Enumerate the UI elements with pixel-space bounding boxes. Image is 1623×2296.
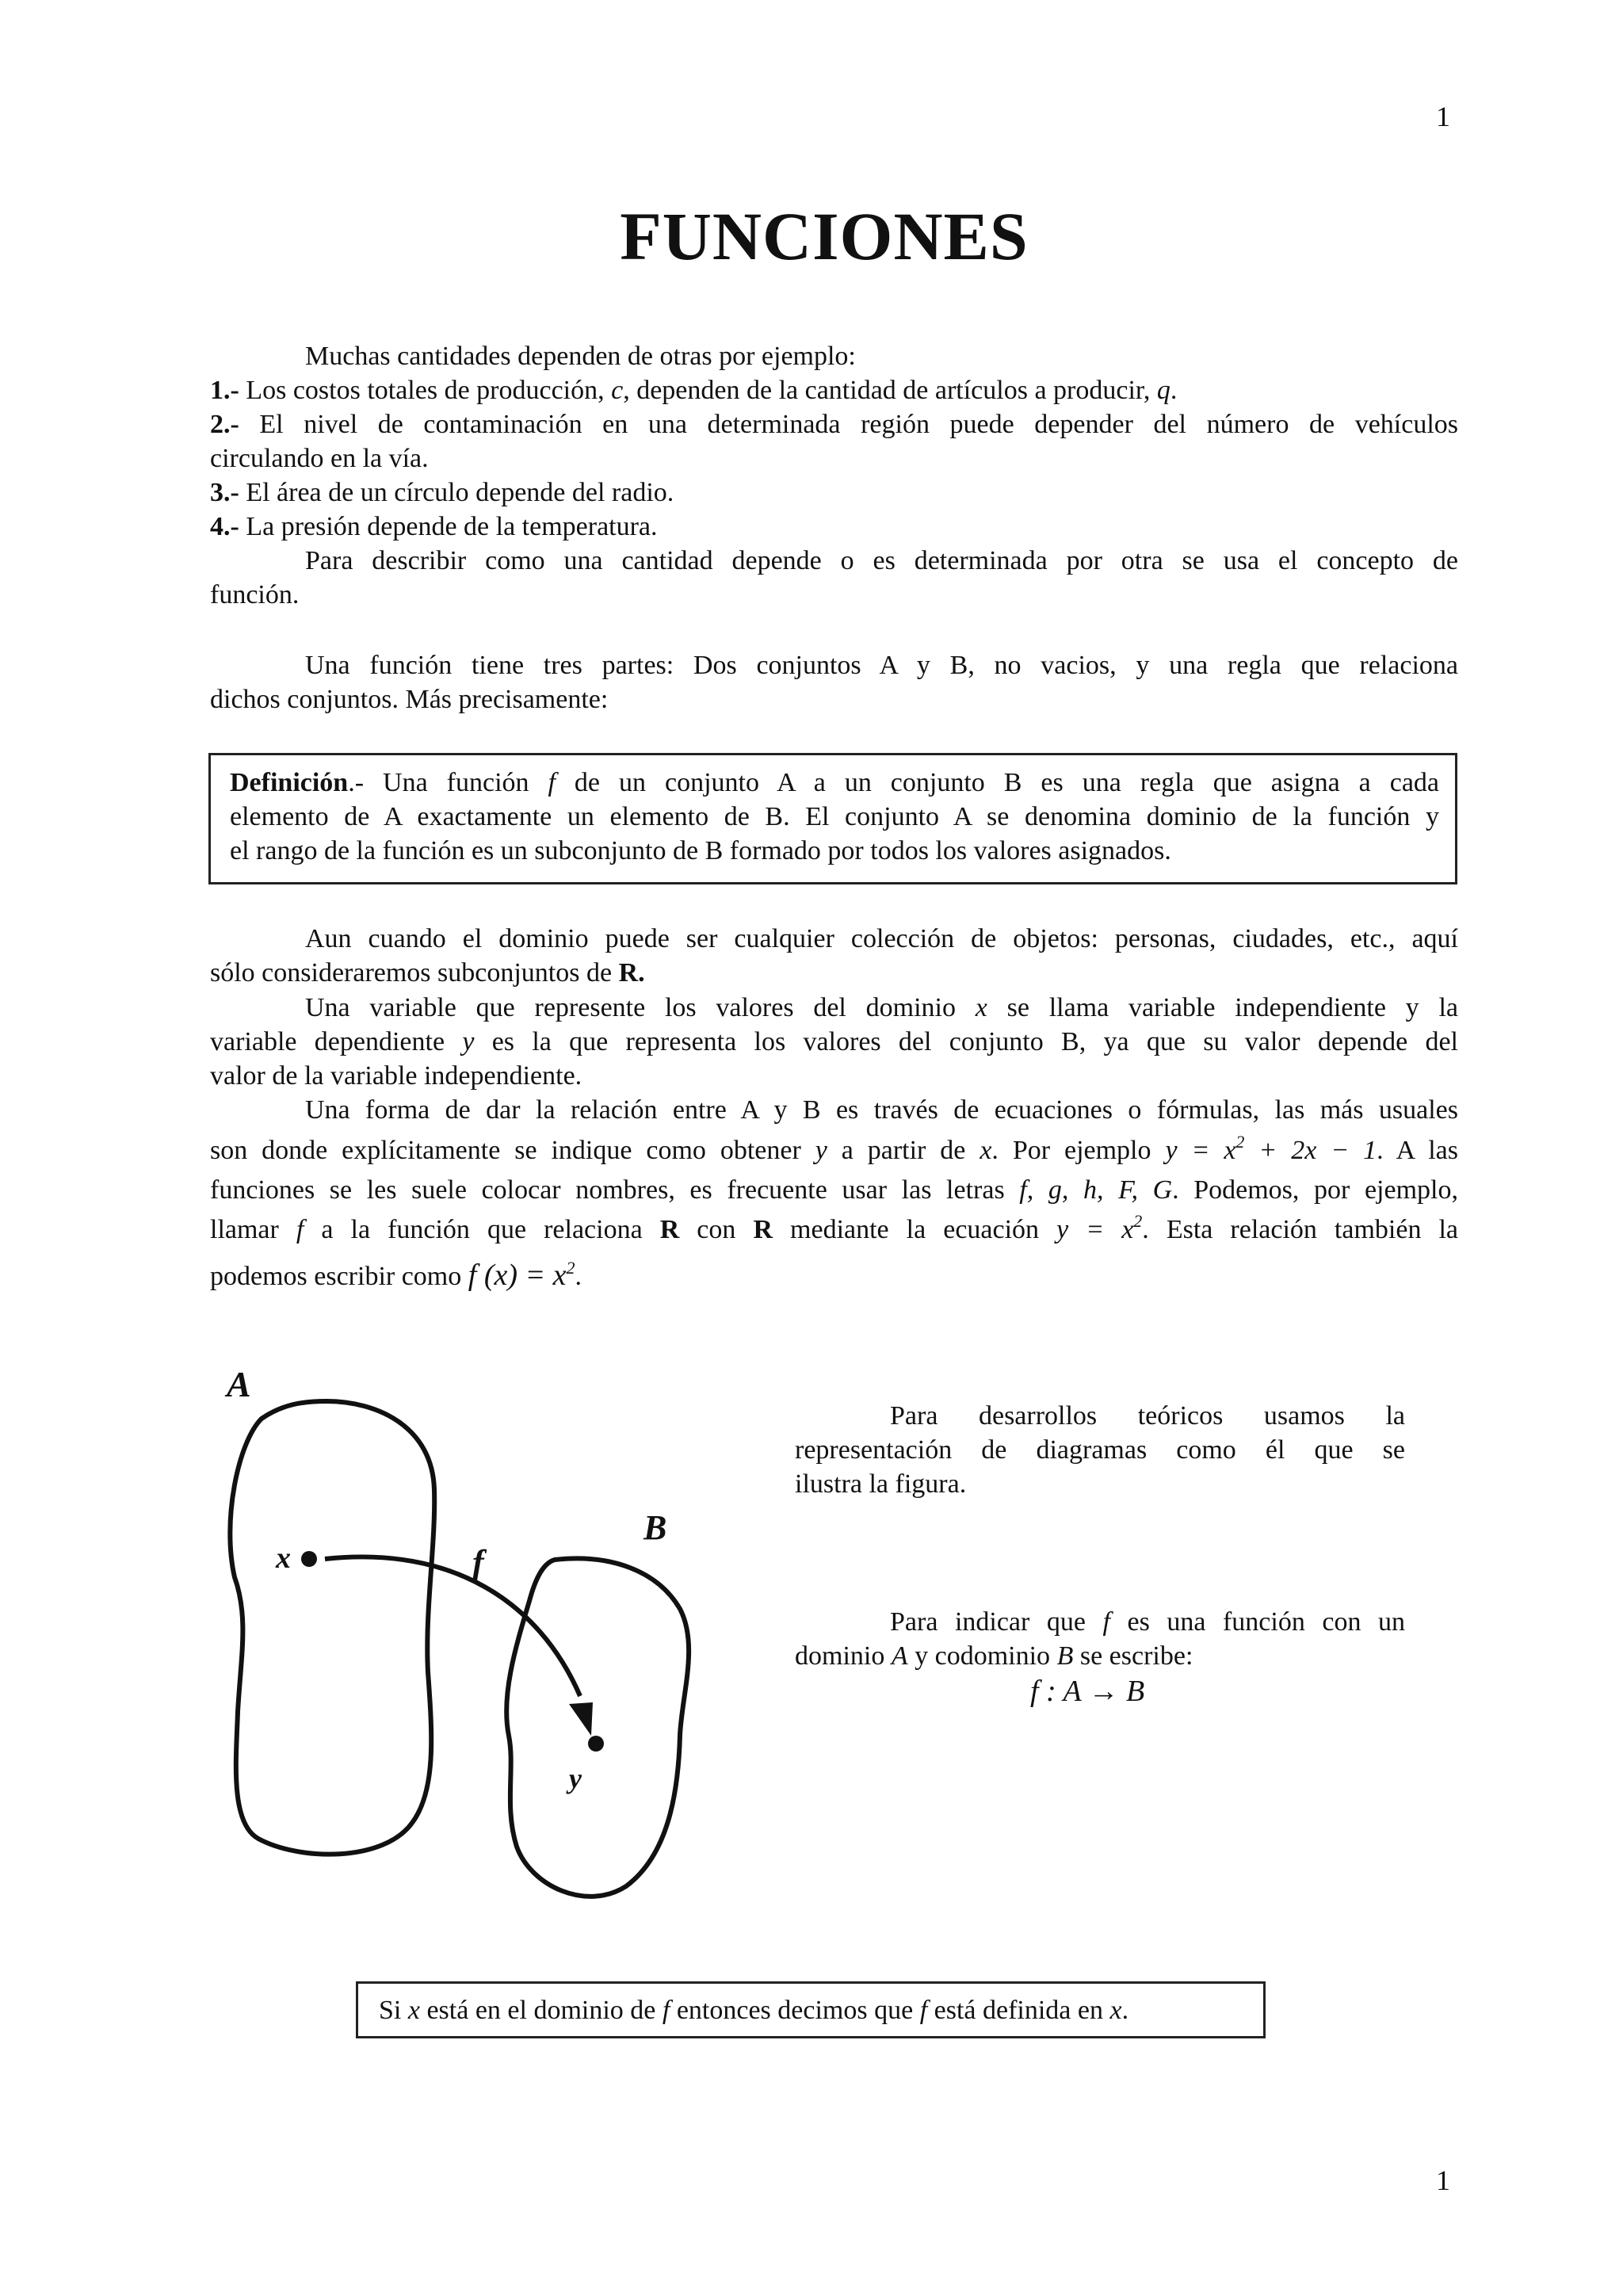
defined-at-box bbox=[356, 1981, 1266, 2038]
example-2-line-1: 2.- El nivel de contaminación en una determinada región puede depender del número de vehículos bbox=[210, 410, 1458, 439]
function-diagram bbox=[214, 1363, 769, 1918]
definition-box bbox=[208, 753, 1457, 884]
para-form-line-3: funciones se les suele colocar nombres, es frecuente usar las letras f, g, h, F, G. Podemos, por ejemplo, bbox=[210, 1175, 1458, 1205]
label-y: y bbox=[569, 1763, 582, 1794]
side-para-2-line-1: Para indicar que f es una función con un bbox=[890, 1607, 1405, 1637]
point-x bbox=[301, 1551, 317, 1567]
para-variable-line-1: Una variable que represente los valores del dominio x se llama variable independiente y la bbox=[305, 993, 1458, 1022]
side-para-2-line-2: dominio A y codominio B se escribe: bbox=[795, 1641, 1193, 1671]
label-set-a: A bbox=[227, 1364, 251, 1404]
page-number-top: 1 bbox=[1436, 101, 1450, 132]
para-form-line-5: podemos escribir como f $(x) = x^2$. bbox=[210, 1258, 582, 1292]
para-describe-line-2: función. bbox=[210, 580, 300, 609]
side-para-1-line-2: representación de diagramas como él que se bbox=[795, 1435, 1405, 1465]
label-x: x bbox=[276, 1541, 291, 1575]
equation-1: $y = x^2 + 2x - 1$ bbox=[1165, 1132, 1377, 1165]
para-domain-line-1: Aun cuando el dominio puede ser cualquier colección de objetos: personas, ciudades, etc., aquí bbox=[305, 924, 1458, 953]
side-para-1-line-3: ilustra la figura. bbox=[795, 1469, 967, 1499]
example-4: 4.- La presión depende de la temperatura. bbox=[210, 512, 658, 541]
mapping-arrow bbox=[325, 1557, 580, 1696]
para-three-parts-line-2: dichos conjuntos. Más precisamente: bbox=[210, 685, 609, 714]
para-describe-line-1: Para describir como una cantidad depende o es determinada por otra se usa el concepto de bbox=[305, 546, 1458, 575]
example-number: 4.- bbox=[210, 512, 239, 541]
para-three-parts-line-1: Una función tiene tres partes: Dos conjuntos A y B, no vacios, y una regla que relaciona bbox=[305, 651, 1458, 680]
set-a-outline bbox=[230, 1401, 434, 1855]
label-set-b: B bbox=[643, 1508, 667, 1547]
para-form-line-4: llamar f a la función que relaciona R con R mediante la ecuación $y = x^2$. Esta relación también la bbox=[210, 1211, 1459, 1244]
side-para-1-line-1: Para desarrollos teóricos usamos la bbox=[890, 1401, 1405, 1431]
defined-at-text: Si x está en el dominio de f entonces decimos que f está definida en x. bbox=[379, 1996, 1129, 2025]
definition-line-2: elemento de A exactamente un elemento de B. El conjunto A se denomina dominio de la función y bbox=[230, 802, 1439, 831]
set-b-outline bbox=[506, 1558, 689, 1896]
para-form-line-2: son donde explícitamente se indique como obtener y a partir de x. Por ejemplo $y = x^2 + 2x - 1$. A las bbox=[210, 1132, 1459, 1165]
function-notation: f : A → B bbox=[1030, 1675, 1145, 1708]
definition-line-3: el rango de la función es un subconjunto de B formado por todos los valores asignados. bbox=[230, 836, 1171, 865]
page-number-bottom: 1 bbox=[1436, 2164, 1450, 2196]
point-y bbox=[588, 1736, 604, 1752]
para-form-line-1: Una forma de dar la relación entre A y B es través de ecuaciones o fórmulas, las más usuales bbox=[305, 1095, 1458, 1125]
equation-2: $y = x^2$ bbox=[1056, 1211, 1143, 1244]
para-variable-line-3: valor de la variable independiente. bbox=[210, 1061, 582, 1091]
intro-line: Muchas cantidades dependen de otras por ejemplo: bbox=[305, 342, 856, 371]
para-domain-line-2: sólo consideraremos subconjuntos de R. bbox=[210, 958, 645, 988]
example-3: 3.- El área de un círculo depende del radio. bbox=[210, 478, 674, 507]
example-number: 1.- bbox=[210, 376, 239, 405]
definition-label: Definición bbox=[230, 768, 349, 797]
example-1: 1.- Los costos totales de producción, c, dependen de la cantidad de artículos a producir, q. bbox=[210, 376, 1178, 405]
page-title: FUNCIONES bbox=[620, 198, 1029, 274]
definition-line-1: Definición.- Una función f de un conjunto A a un conjunto B es una regla que asigna a cada bbox=[230, 768, 1439, 797]
arrow-head bbox=[569, 1702, 593, 1736]
example-2-line-2: circulando en la vía. bbox=[210, 444, 429, 473]
example-number: 3.- bbox=[210, 478, 239, 507]
label-f: f bbox=[472, 1543, 484, 1582]
para-variable-line-2: variable dependiente y es la que representa los valores del conjunto B, ya que su valor depende del bbox=[210, 1027, 1458, 1056]
equation-3: f $(x) = x^2$ bbox=[468, 1258, 575, 1292]
example-number: 2.- bbox=[210, 410, 239, 439]
reals-symbol: R. bbox=[618, 958, 645, 988]
